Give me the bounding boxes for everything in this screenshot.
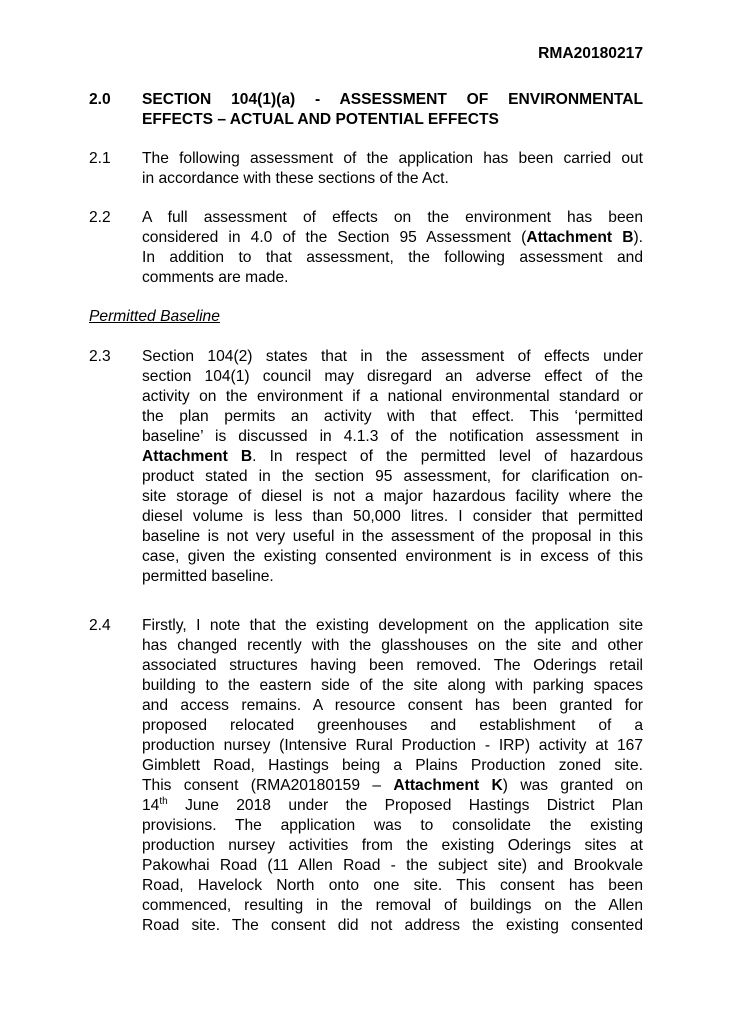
paragraph-line: has changed recently with the glasshouses on the site and other [142, 637, 643, 654]
paragraph-line: baseline is not very useful in the assessment of the proposal in this [142, 528, 643, 545]
attachment-reference: Attachment B [526, 229, 634, 246]
paragraph-line [142, 776, 643, 796]
paragraph-text [142, 616, 643, 936]
document-reference: RMA20180217 [538, 45, 643, 62]
ordinal-suffix: th [159, 796, 168, 807]
section-title [142, 90, 643, 130]
paragraph-line: section 104(1) council may disregard an adverse effect of the [142, 368, 643, 385]
paragraph-line: production nursey (Intensive Rural Production - IRP) activity at 167 [142, 737, 643, 754]
text-run: ). [633, 229, 643, 246]
paragraph-text [142, 347, 643, 587]
paragraph-line: building to the eastern side of the site along with parking spaces [142, 677, 643, 694]
paragraph-number: 2.4 [89, 617, 111, 634]
paragraph-line: associated structures having been removed. The Oderings retail [142, 657, 643, 674]
paragraph-line: commenced, resulting in the removal of buildings on the Allen [142, 897, 643, 914]
paragraph-line [142, 228, 643, 248]
paragraph-line: comments are made. [142, 269, 289, 286]
paragraph-line: Section 104(2) states that in the assessment of effects under [142, 348, 643, 365]
paragraph-line: In addition to that assessment, the following assessment and [142, 249, 643, 266]
paragraph-line: case, given the existing consented environment is in excess of this [142, 548, 643, 565]
paragraph-2-1 [89, 149, 643, 189]
paragraph-line: activity on the environment if a national environmental standard or [142, 388, 643, 405]
paragraph-line: The following assessment of the application has been carried out [142, 150, 643, 167]
paragraph-line: diesel volume is less than 50,000 litres. I consider that permitted [142, 508, 643, 525]
paragraph-line: Gimblett Road, Hastings being a Plains Production zoned site. [142, 757, 643, 774]
paragraph-number: 2.1 [89, 150, 111, 167]
attachment-reference: Attachment B [142, 448, 253, 465]
date-day: 14 [142, 797, 160, 814]
attachment-reference: Attachment K [393, 777, 503, 794]
text-run: . In respect of the permitted level of hazardous [252, 448, 643, 465]
section-title-line: EFFECTS – ACTUAL AND POTENTIAL EFFECTS [142, 111, 499, 128]
paragraph-line: site storage of diesel is not a major hazardous facility where the [142, 488, 643, 505]
section-heading [89, 90, 643, 130]
paragraph-line: baseline’ is discussed in 4.1.3 of the notification assessment in [142, 428, 643, 445]
paragraph-line: A full assessment of effects on the environment has been [142, 209, 643, 226]
text-run: considered in 4.0 of the Section 95 Assessment ( [142, 229, 527, 246]
text-run: This consent (RMA20180159 – [142, 777, 394, 794]
paragraph-line: in accordance with these sections of the Act. [142, 170, 449, 187]
paragraph-text [142, 208, 643, 288]
section-title-line: SECTION 104(1)(a) - ASSESSMENT OF ENVIRONMENTAL [142, 91, 643, 108]
text-run: ) was granted on [502, 777, 643, 794]
paragraph-line: permitted baseline. [142, 568, 274, 585]
section-number: 2.0 [89, 91, 111, 108]
paragraph-line: the plan permits an activity with that effect. This ‘permitted [142, 408, 643, 425]
paragraph-line: production nursey activities from the existing Oderings sites at [142, 837, 643, 854]
paragraph-number: 2.2 [89, 209, 111, 226]
paragraph-2-4 [89, 616, 643, 936]
paragraph-2-3 [89, 347, 643, 587]
paragraph-line [142, 796, 643, 816]
paragraph-line: Firstly, I note that the existing development on the application site [142, 617, 643, 634]
paragraph-line: Pakowhai Road (11 Allen Road - the subject site) and Brookvale [142, 857, 643, 874]
paragraph-line: Road, Havelock North onto one site. This consent has been [142, 877, 643, 894]
paragraph-line: and access remains. A resource consent has been granted for [142, 697, 643, 714]
paragraph-line: proposed relocated greenhouses and establishment of a [142, 717, 643, 734]
paragraph-line: Road site. The consent did not address the existing consented [142, 917, 643, 934]
subheading-permitted-baseline: Permitted Baseline [89, 308, 220, 325]
paragraph-line: provisions. The application was to consolidate the existing [142, 817, 643, 834]
paragraph-number: 2.3 [89, 348, 111, 365]
paragraph-line [142, 447, 643, 467]
paragraph-line: product stated in the section 95 assessment, for clarification on- [142, 468, 643, 485]
paragraph-text [142, 149, 643, 189]
text-run: June 2018 under the Proposed Hastings District Plan [167, 797, 643, 814]
paragraph-2-2 [89, 208, 643, 288]
